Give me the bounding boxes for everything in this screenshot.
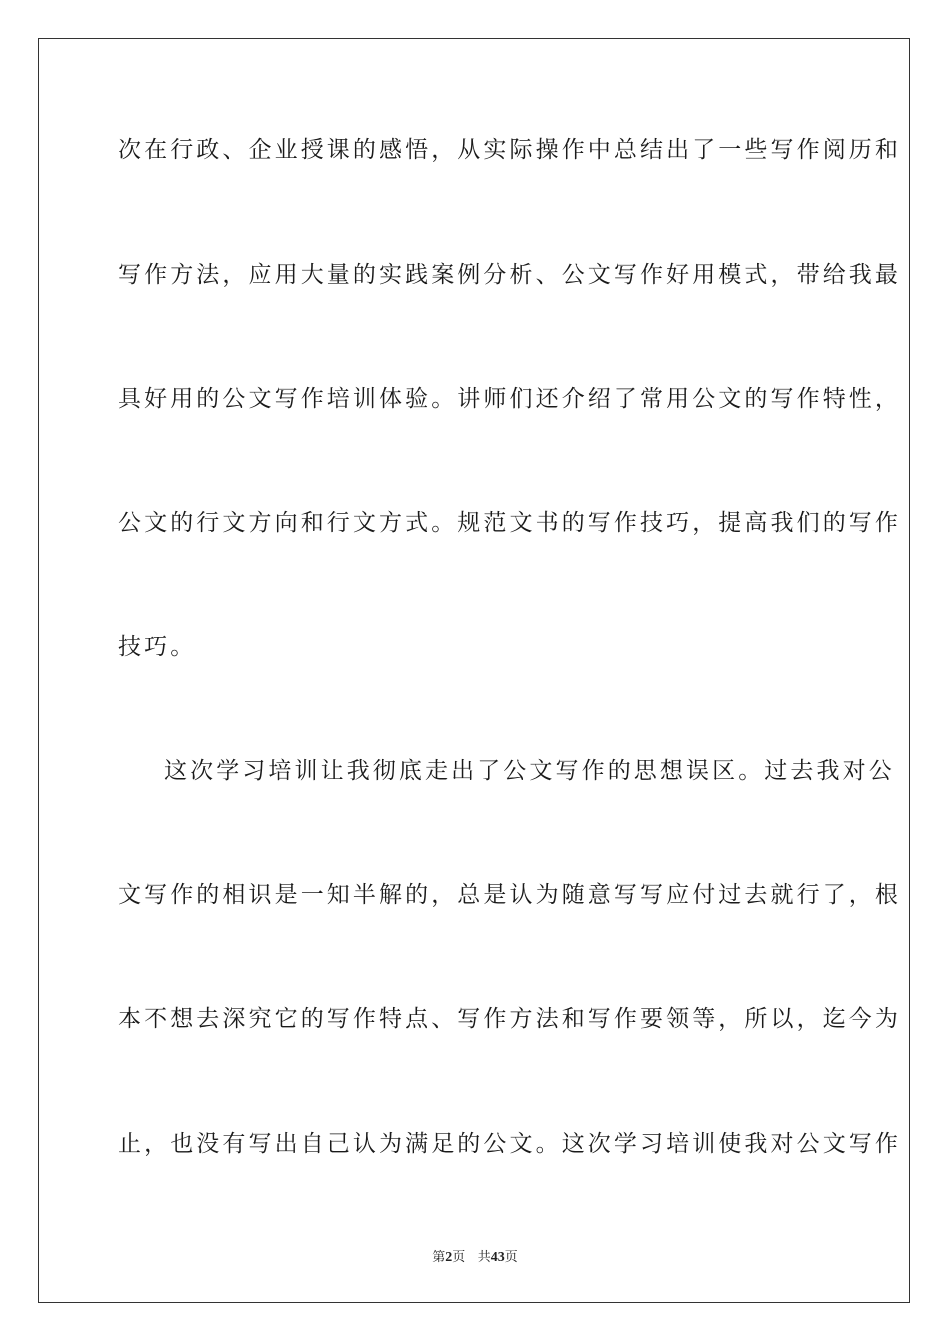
text-line-5: 技巧。 <box>118 634 197 660</box>
text-line-7: 文写作的相识是一知半解的，总是认为随意写写应付过去就行了，根 <box>118 882 901 908</box>
total-suffix: 页 <box>504 1250 518 1265</box>
text-line-8: 本不想去深究它的写作特点、写作方法和写作要领等，所以，迄今为 <box>118 1006 901 1032</box>
page-border <box>38 38 910 1303</box>
text-line-2: 写作方法，应用大量的实践案例分析、公文写作好用模式，带给我最 <box>118 262 901 288</box>
total-pages: 43 <box>490 1250 505 1265</box>
text-line-9: 止，也没有写出自己认为满足的公文。这次学习培训使我对公文写作 <box>118 1131 901 1157</box>
page-prefix: 第 <box>432 1250 446 1265</box>
page-footer <box>0 1246 950 1266</box>
text-line-1: 次在行政、企业授课的感悟，从实际操作中总结出了一些写作阅历和 <box>118 137 901 163</box>
page-suffix: 页 <box>452 1250 466 1265</box>
page-number: 2 <box>445 1250 453 1265</box>
text-line-4: 公文的行文方向和行文方式。规范文书的写作技巧，提高我们的写作 <box>118 510 901 536</box>
text-line-3: 具好用的公文写作培训体验。讲师们还介绍了常用公文的写作特性， <box>118 386 901 412</box>
total-prefix: 共 <box>477 1250 491 1265</box>
paragraph-start-line: 这次学习培训让我彻底走出了公文写作的思想误区。过去我对公 <box>164 758 895 784</box>
